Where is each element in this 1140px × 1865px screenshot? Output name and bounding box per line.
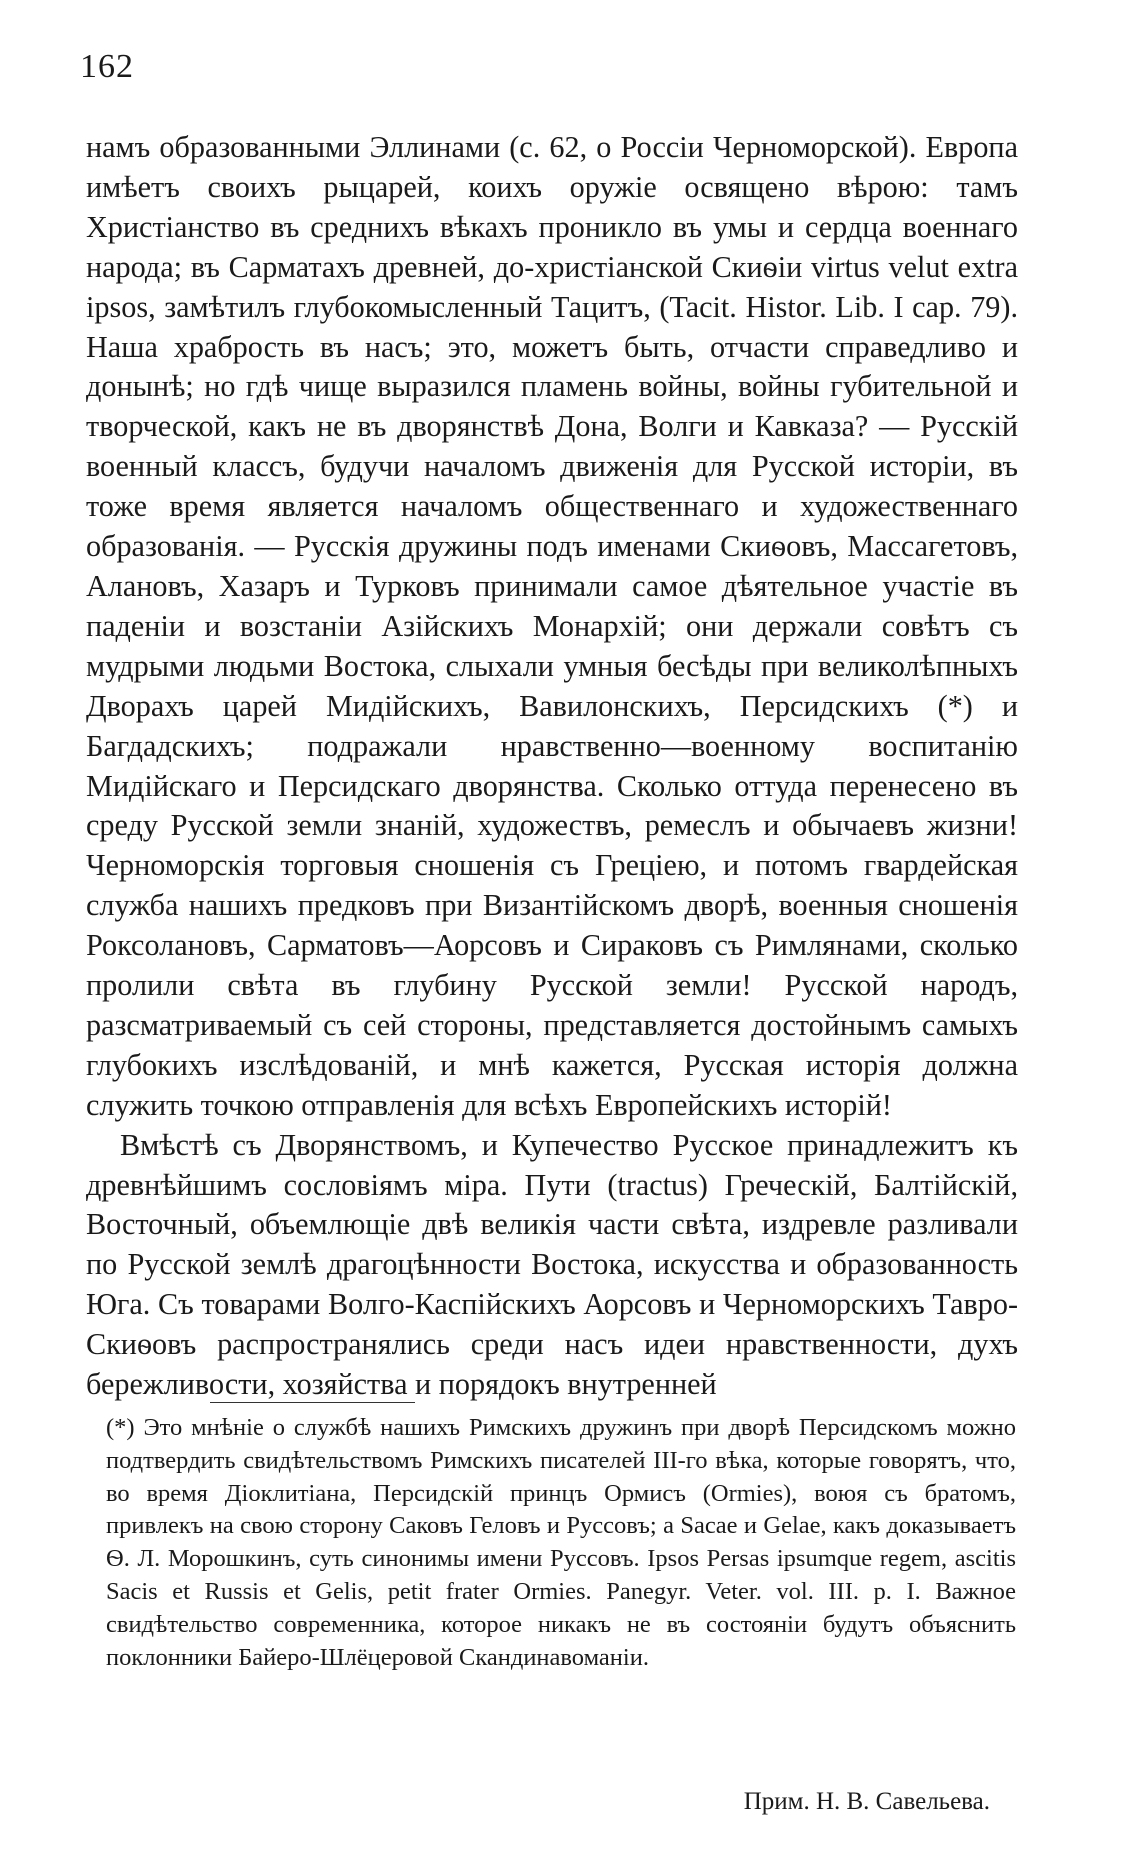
paragraph-2: Вмѣстѣ съ Дворянствомъ, и Купечество Русское принадлежитъ къ древнѣйшимъ сословіямъ міра. Пути (tractus) Греческій, Балтійскій, Восточный, объемлющіе двѣ великія части свѣта, издревле разливали по Русской землѣ драгоцѣнности Востока, искусства и образованность Юга. Съ товарами Волго-Каспійскихъ Аорсовъ и Черноморскихъ Тавро-Скиѳовъ распространялись среди насъ идеи нравственности, духъ бережливости, хозяйства и порядокъ внутренней xyxy=(86,1127,1018,1402)
main-text xyxy=(86,128,1018,1405)
footnote-text: (*) Это мнѣніе о службѣ нашихъ Римскихъ дружинъ при дворѣ Персидскомъ можно подтвердить свидѣтельствомъ Римскихъ писателей III-го вѣка, которые говорятъ, что, во время Діоклитіана, Персидскій принцъ Ормисъ (Ormies), воюя съ братомъ, привлекъ на свою сторону Саковъ Геловъ и Руссовъ; а Sacae и Gelae, какъ доказываетъ Ѳ. Л. Морошкинъ, суть синонимы имени Руссовъ. Ipsos Persas ipsumque regem, ascitis Sacis et Russis et Gelis, petit frater Ormies. Panegyr. Veter. vol. III. p. I. Важное свидѣтельство современника, которое никакъ не въ состояніи будутъ объяснить поклонники Байеро-Шлёцеровой Скандинавоманіи. xyxy=(106,1414,1016,1671)
paragraph-1: намъ образованными Эллинами (с. 62, о Россіи Черноморской). Европа имѣетъ своихъ рыцарей, коихъ оружіе освящено вѣрою: тамъ Христіанство въ среднихъ вѣкахъ проникло въ умы и сердца военнаго народа; въ Сарматахъ древней, до-христіанской Скиѳіи virtus velut extra ipsos, замѣтилъ глубокомысленный Тацитъ, (Tacit. Histor. Lib. I cap. 79). Наша храбрость въ насъ; это, можетъ быть, отчасти справедливо и донынѣ; но гдѣ чище выразился пламень войны, войны губительной и творческой, какъ не въ дворянствѣ Дона, Волги и Кавказа? — Русскій военный классъ, будучи началомъ движенія для Русской исторіи, въ тоже время является началомъ общественнаго и художественнаго образованія. — Русскія дружины подъ именами Скиѳовъ, Массагетовъ, Алановъ, Хазаръ и Турковъ принимали самое дѣятельное участіе въ паденіи и возстаніи Азійскихъ Монархій; они держали совѣтъ съ мудрыми людьми Востока, слыхали умныя бесѣды при великолѣпныхъ Дворахъ царей Мидійскихъ, Вавилонскихъ, Персидскихъ (*) и Багдадскихъ; подражали нравственно—военному воспитанію Мидійскаго и Персидскаго дворянства. Сколько оттуда перенесено въ среду Русской земли знаній, художествъ, ремеслъ и обычаевъ жизни! Черноморскія торговыя сношенія съ Греціею, и потомъ гвардейская служба нашихъ предковъ при Византійскомъ дворѣ, военныя сношенія Роксолановъ, Сарматовъ—Аорсовъ и Сираковъ съ Римлянами, сколько пролили свѣта въ глубину Русской земли! Русской народъ, разсматриваемый съ сей стороны, представляется достойнымъ самыхъ глубокихъ изслѣдованій, и мнѣ кажется, Русская исторія должна служить точкою отправленія для всѣхъ Европейскихъ исторій! xyxy=(86,130,1018,1122)
footnote-rule xyxy=(210,1402,415,1403)
footnote xyxy=(106,1412,1016,1674)
page-number: 162 xyxy=(80,48,134,85)
footnote-signature: Прим. Н. В. Савельева. xyxy=(743,1788,990,1815)
